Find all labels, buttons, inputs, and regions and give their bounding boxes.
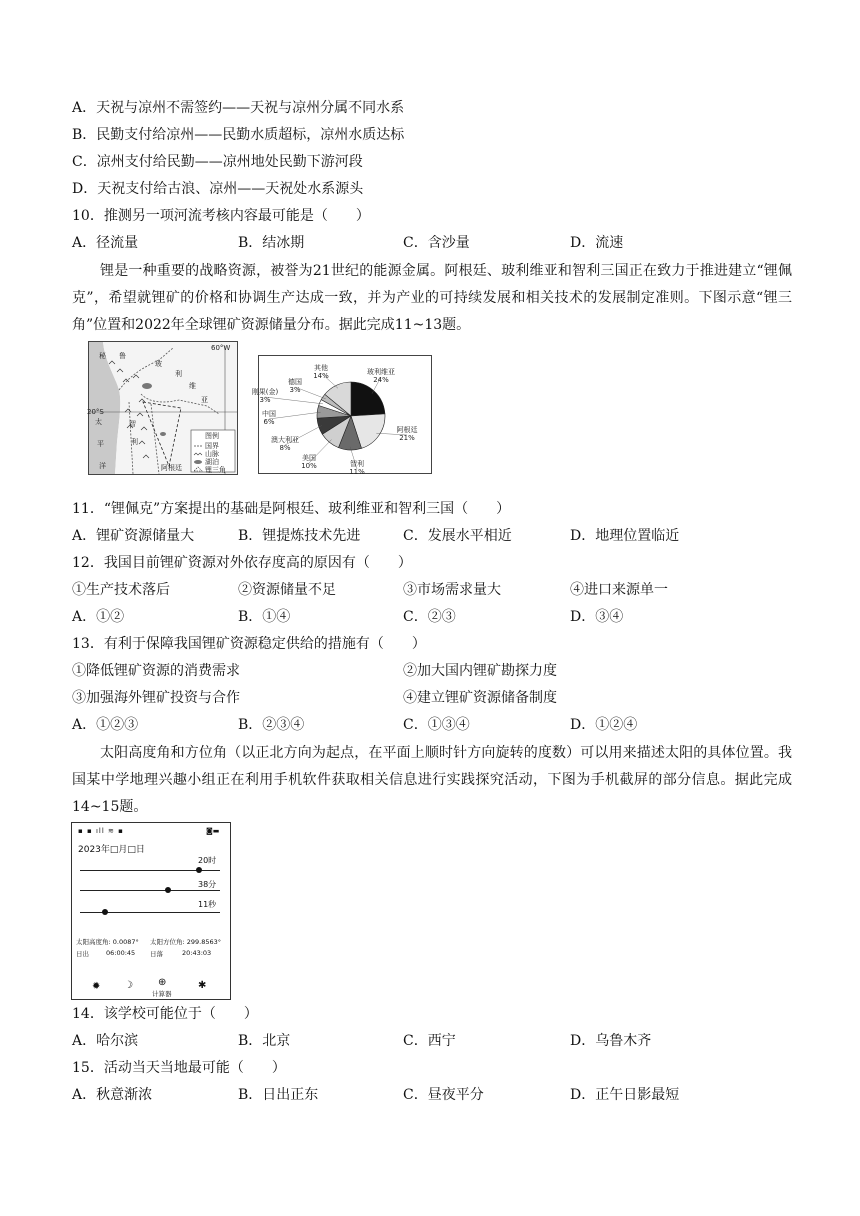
q12-stem: 12．我国目前锂矿资源对外依存度高的原因有（ ）	[72, 555, 412, 571]
q12-item-1: ①生产技术落后	[72, 582, 170, 598]
q11-option-c: C．发展水平相近	[403, 528, 512, 544]
q11-option-a: A．锂矿资源储量大	[72, 528, 195, 544]
q13-option-d: D．①②④	[570, 717, 638, 733]
q10-stem: 10．推测另一项河流考核内容最可能是（ ）	[72, 208, 370, 224]
q13-option-b: B．②③④	[238, 717, 305, 733]
map-label-peru-2: 鲁	[119, 352, 126, 360]
q10-option-d: D．流速	[570, 235, 624, 251]
second-value: 11秒	[198, 900, 217, 909]
q12-items	[72, 581, 792, 599]
q14-option-c: C．西宁	[403, 1033, 456, 1049]
q14-option-d: D．乌鲁木齐	[570, 1033, 652, 1049]
pie-label-7: 德国	[288, 378, 302, 386]
q9-option-d: D．天祝支付给古浪、凉州——天祝处水系源头	[72, 181, 364, 197]
q12-options	[72, 608, 792, 626]
map-label-peru-1: 秘	[99, 352, 106, 360]
q14-option-a: A．哈尔滨	[72, 1033, 139, 1049]
q11-option-b: B．锂提炼技术先进	[238, 528, 361, 544]
pie-leader-5	[269, 412, 321, 419]
map-legend-mountain: 山脉	[205, 450, 219, 458]
pie-leader-6	[265, 397, 323, 404]
pie-label-8: 其他	[314, 364, 328, 372]
q13-item-1: ①降低锂矿资源的消费需求	[72, 663, 240, 679]
map-label-argentina: 阿根廷	[161, 464, 182, 472]
pie-value-label-5: 6%	[263, 418, 275, 426]
q13-options	[72, 716, 792, 734]
q15-option-a: A．秋意渐浓	[72, 1087, 153, 1103]
pie-label-4: 澳大利亚	[271, 436, 299, 444]
q15-option-d: D．正午日影最短	[570, 1087, 680, 1103]
pie-value-label-6: 3%	[259, 396, 271, 404]
q10-option-a: A．径流量	[72, 235, 139, 251]
map-label-chile-2: 利	[131, 438, 138, 446]
q9-option-a: A．天祝与凉州不需签约——天祝与凉州分属不同水系	[72, 100, 405, 116]
q10-options	[72, 234, 792, 252]
map-label-pacific-1: 太	[95, 418, 102, 426]
map-legend-lake: 湖泊	[205, 458, 219, 466]
map-legend-title: 图例	[205, 432, 219, 440]
sunset-time: 20:43:03	[182, 949, 212, 957]
q13-items-row2	[72, 689, 792, 707]
q9-option-b: B．民勤支付给凉州——民勤水质超标，凉州水质达标	[72, 127, 405, 143]
q15-option-c: C．昼夜平分	[403, 1087, 484, 1103]
pie-value-label-3: 10%	[301, 462, 317, 470]
map-label-pacific-2: 平	[97, 440, 104, 448]
lithium-reserves-pie	[251, 355, 432, 476]
map-label-bolivia-3: 维	[189, 382, 196, 390]
pie-value-label-4: 8%	[279, 444, 291, 452]
map-label-pacific-3: 洋	[99, 462, 106, 470]
second-slider-knob[interactable]	[102, 909, 108, 915]
q15-options	[72, 1086, 792, 1104]
map-legend-border: 国界	[205, 442, 219, 450]
q12-option-a: A．①②	[72, 609, 125, 625]
minute-slider-track[interactable]	[80, 890, 220, 891]
q12-option-b: B．①④	[238, 609, 291, 625]
pie-label-5: 中国	[262, 410, 276, 418]
sunrise-time: 06:00:45	[106, 949, 136, 957]
pie-label-2: 智利	[350, 460, 364, 468]
pie-value-label-1: 21%	[399, 434, 415, 442]
q12-item-2: ②资源储量不足	[238, 582, 336, 598]
pie-slice-0	[351, 382, 385, 416]
q12-item-4: ④进口来源单一	[570, 582, 668, 598]
q13-stem: 13．有利于保障我国锂矿资源稳定供给的措施有（ ）	[72, 636, 426, 652]
pie-value-label-8: 14%	[313, 372, 329, 380]
sunset-label: 日落	[150, 950, 163, 958]
map-label-bolivia-1: 玻	[155, 360, 162, 368]
q12-option-c: C．②③	[403, 609, 456, 625]
lithium-triangle-map	[88, 341, 238, 475]
q10-option-b: B．结冰期	[238, 235, 305, 251]
q9-option-c: C．凉州支付给民勤——凉州地处民勤下游河段	[72, 154, 363, 170]
q11-stem: 11．“锂佩克”方案提出的基础是阿根廷、玻利维亚和智利三国（ ）	[72, 501, 511, 517]
q11-options	[72, 527, 792, 545]
map-label-bolivia-2: 利	[175, 370, 182, 378]
pie-value-label-0: 24%	[373, 376, 389, 384]
phone-screenshot	[71, 822, 231, 1000]
passage-sun-angle: 太阳高度角和方位角（以正北方向为起点，在平面上顺时针方向旋转的度数）可以用来描述太阳的具体位置。我国某中学地理兴趣小组正在利用手机软件获取相关信息进行实践探究活动，下图为手机截屏的部分信息。据此完成14~15题。	[72, 745, 792, 815]
hour-slider-knob[interactable]	[196, 867, 202, 873]
minute-value: 38分	[198, 880, 217, 889]
phone-date: 2023年□月□日	[78, 845, 145, 855]
pie-label-6: 刚果(金)	[251, 388, 279, 396]
moon-icon[interactable]: ☽	[124, 980, 133, 991]
sun-altitude: 太阳高度角: 0.0087°	[76, 938, 139, 946]
sun-azimuth: 太阳方位角: 299.8563°	[150, 938, 222, 946]
status-battery-icon: ◙▬	[206, 827, 220, 835]
q11-option-d: D．地理位置临近	[570, 528, 680, 544]
q13-option-c: C．①③④	[403, 717, 470, 733]
q13-option-a: A．①②③	[72, 717, 139, 733]
gear-icon[interactable]: ✹	[92, 981, 101, 992]
settings-icon[interactable]: ✱	[198, 980, 207, 991]
pie-value-label-2: 11%	[349, 468, 365, 476]
pie-label-1: 阿根廷	[396, 426, 418, 434]
second-slider-track[interactable]	[80, 912, 220, 913]
globe-icon[interactable]: ⊕	[158, 977, 167, 988]
map-label-bolivia-4: 亚	[201, 396, 208, 404]
q13-item-4: ④建立锂矿资源储备制度	[403, 690, 557, 706]
pie-label-3: 美国	[302, 454, 316, 462]
map-label-chile-1: 智	[129, 420, 136, 428]
q13-item-2: ②加大国内锂矿勘探力度	[403, 663, 557, 679]
q13-item-3: ③加强海外锂矿投资与合作	[72, 690, 240, 706]
q12-item-3: ③市场需求量大	[403, 582, 501, 598]
sunrise-label: 日出	[76, 950, 89, 958]
q12-option-d: D．③④	[570, 609, 624, 625]
q15-stem: 15．活动当天当地最可能（ ）	[72, 1060, 286, 1076]
status-signal-icon: ▪ ▪ ıll ≋ ▪	[78, 827, 124, 835]
passage-lithium: 锂是一种重要的战略资源，被誉为21世纪的能源金属。阿根廷、玻利维亚和智利三国正在致力于推进建立“锂佩克”，希望就锂矿的价格和协调生产达成一致，并为产业的可持续发展和相关技术的发展制定准则。下图示意“锂三角”位置和2022年全球锂矿资源储量分布。据此完成11~13题。	[72, 263, 792, 333]
hour-value: 20时	[198, 856, 217, 865]
minute-slider-knob[interactable]	[165, 887, 171, 893]
pie-value-label-7: 3%	[289, 386, 301, 394]
map-longitude-label: 60°W	[211, 344, 231, 352]
q10-option-c: C．含沙量	[403, 235, 470, 251]
q14-stem: 14．该学校可能位于（ ）	[72, 1006, 258, 1022]
q13-items-row1	[72, 662, 792, 680]
map-legend-triangle: 锂三角	[205, 466, 226, 474]
pie-label-0: 玻利维亚	[367, 368, 395, 376]
q15-option-b: B．日出正东	[238, 1087, 319, 1103]
map-latitude-label: 20°S	[87, 408, 104, 416]
q14-options	[72, 1032, 792, 1050]
calculator-label[interactable]: 计算器	[152, 990, 172, 998]
q14-option-b: B．北京	[238, 1033, 291, 1049]
